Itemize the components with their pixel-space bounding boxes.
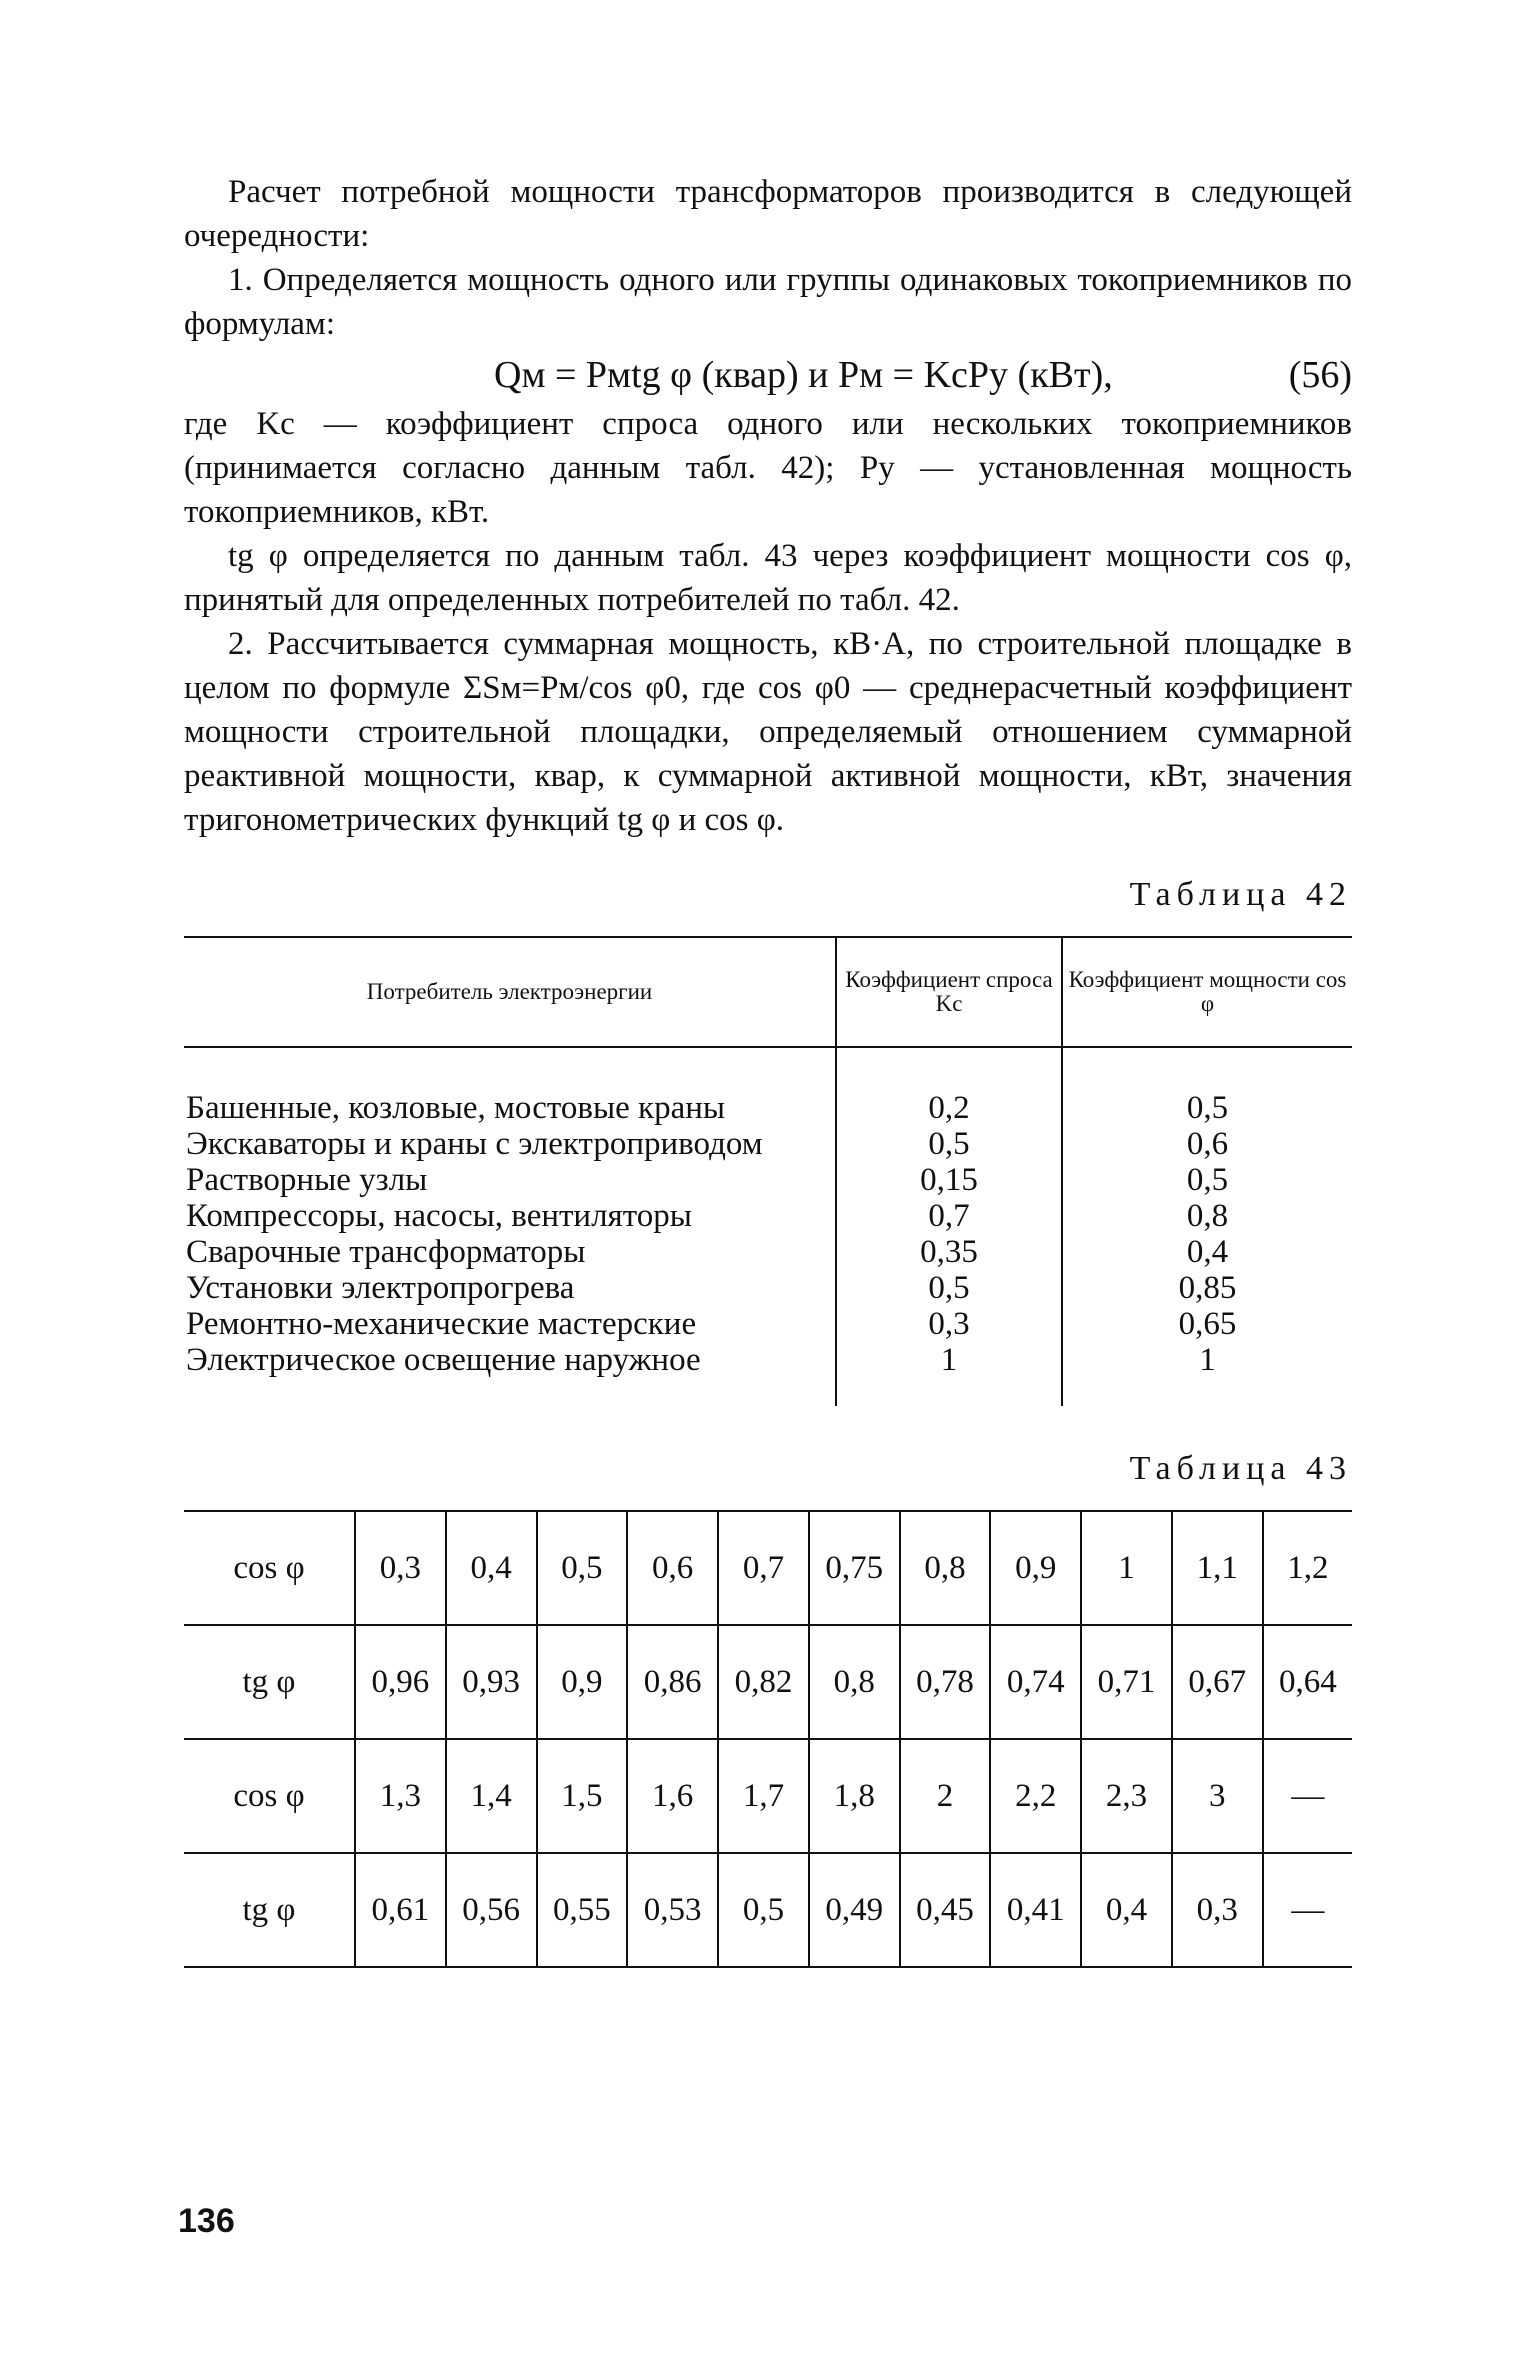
header-consumer: Потребитель электроэнергии (184, 937, 836, 1047)
value-cell: 0,71 (1081, 1625, 1172, 1739)
value-cell: 0,9 (990, 1511, 1081, 1625)
value-cell: 1,2 (1263, 1511, 1352, 1625)
power-coef-cell: 0,6 (1062, 1126, 1352, 1162)
power-coef-cell: 0,8 (1062, 1198, 1352, 1234)
value-cell: 0,78 (900, 1625, 991, 1739)
table-row (184, 1162, 1352, 1198)
formula-text: Qм = Pмtg φ (квар) и Pм = KсPу (кВт), (494, 354, 1113, 396)
power-coef-cell: 0,5 (1062, 1047, 1352, 1126)
consumer-cell: Ремонтно-механические мастерские (186, 1306, 697, 1342)
table42-header-row (184, 937, 1352, 1047)
formula-56 (184, 350, 1352, 400)
table-row (184, 1306, 1352, 1342)
where-paragraph: где Kс — коэффициент спроса одного или нескольких токоприемников (принимается согласно данным табл. 42); Pу — установленная мощность токоприемников, кВт. (184, 406, 1352, 530)
value-cell: 0,53 (627, 1853, 718, 1967)
consumer-cell: Компрессоры, насосы, вентиляторы (186, 1198, 692, 1234)
value-cell: 1 (1081, 1511, 1172, 1625)
table-row (184, 1853, 1352, 1967)
demand-coef-cell: 0,35 (836, 1234, 1062, 1270)
value-cell: 0,49 (809, 1853, 900, 1967)
value-cell: 0,9 (537, 1625, 628, 1739)
value-cell: 0,7 (718, 1511, 809, 1625)
table-row (184, 1198, 1352, 1234)
consumer-cell: Экскаваторы и краны с электроприводом (186, 1126, 763, 1162)
value-cell: 1,8 (809, 1739, 900, 1853)
table-row (184, 1047, 1352, 1126)
page-number: 136 (178, 2202, 235, 2240)
value-cell: 1,4 (446, 1739, 537, 1853)
row-label-cell: cos φ (184, 1739, 355, 1853)
table42-caption: Таблица 42 (1129, 876, 1352, 913)
value-cell: 2,2 (990, 1739, 1081, 1853)
value-cell: — (1263, 1853, 1352, 1967)
value-cell: 3 (1172, 1739, 1263, 1853)
table-row (184, 1270, 1352, 1306)
power-coef-cell: 0,5 (1062, 1162, 1352, 1198)
value-cell: 1,5 (537, 1739, 628, 1853)
table43 (184, 1510, 1352, 1968)
value-cell: 1,7 (718, 1739, 809, 1853)
table43-body (184, 1511, 1352, 1967)
value-cell: 0,82 (718, 1625, 809, 1739)
value-cell: 2,3 (1081, 1739, 1172, 1853)
row-label-cell: tg φ (184, 1853, 355, 1967)
value-cell: 1,6 (627, 1739, 718, 1853)
consumer-cell: Установки электропрогрева (186, 1270, 575, 1306)
table43-caption: Таблица 43 (1129, 1450, 1352, 1487)
table42 (184, 936, 1352, 1406)
tg-note-paragraph: tg φ определяется по данным табл. 43 через коэффициент мощности cos φ, принятый для определенных потребителей по табл. 42. (184, 538, 1352, 618)
table-row (184, 1511, 1352, 1625)
row-label-cell: cos φ (233, 1549, 305, 1586)
value-cell: 0,4 (1081, 1853, 1172, 1967)
consumer-cell: Растворные узлы (186, 1162, 428, 1198)
demand-coef-cell: 0,15 (836, 1162, 1062, 1198)
table-row (184, 1342, 1352, 1406)
formula-number: (56) (1288, 354, 1352, 396)
demand-coef-cell: 0,2 (836, 1047, 1062, 1126)
consumer-cell: Сварочные трансформаторы (186, 1234, 586, 1270)
value-cell: 0,8 (900, 1511, 991, 1625)
value-cell: 1,1 (1172, 1511, 1263, 1625)
value-cell: 0,56 (446, 1853, 537, 1967)
demand-coef-cell: 0,3 (836, 1306, 1062, 1342)
power-coef-cell: 0,65 (1062, 1306, 1352, 1342)
value-cell: 2 (900, 1739, 991, 1853)
value-cell: 0,5 (718, 1853, 809, 1967)
value-cell: 0,61 (355, 1853, 446, 1967)
value-cell: 0,93 (446, 1625, 537, 1739)
value-cell: 0,86 (627, 1625, 718, 1739)
page-content (184, 170, 1352, 1968)
table-row (184, 1739, 1352, 1853)
value-cell: 0,45 (900, 1853, 991, 1967)
value-cell: 1,3 (355, 1739, 446, 1853)
intro-paragraph: Расчет потребной мощности трансформаторов производится в следующей очередности: (184, 174, 1352, 254)
value-cell: 0,55 (537, 1853, 628, 1967)
table-row (184, 1625, 1352, 1739)
value-cell: 0,74 (990, 1625, 1081, 1739)
value-cell: 0,41 (990, 1853, 1081, 1967)
value-cell: — (1263, 1739, 1352, 1853)
header-demand-coef: Коэффициент спроса Kс (836, 937, 1062, 1047)
value-cell: 0,3 (355, 1511, 446, 1625)
consumer-cell: Электрическое освещение наружное (186, 1342, 701, 1378)
demand-coef-cell: 0,5 (836, 1126, 1062, 1162)
demand-coef-cell: 0,7 (836, 1198, 1062, 1234)
value-cell: 0,6 (627, 1511, 718, 1625)
step1-paragraph: 1. Определяется мощность одного или группы одинаковых токоприемников по формулам: (184, 262, 1352, 342)
value-cell: 0,67 (1172, 1625, 1263, 1739)
value-cell: 0,96 (355, 1625, 446, 1739)
value-cell: 0,75 (809, 1511, 900, 1625)
power-coef-cell: 0,85 (1062, 1270, 1352, 1306)
table42-body (184, 1047, 1352, 1406)
table-row (184, 1126, 1352, 1162)
value-cell: 0,5 (537, 1511, 628, 1625)
value-cell: 0,64 (1263, 1625, 1352, 1739)
value-cell: 0,8 (809, 1625, 900, 1739)
demand-coef-cell: 1 (836, 1342, 1062, 1406)
value-cell: 0,4 (446, 1511, 537, 1625)
header-power-coef: Коэффициент мощности cos φ (1062, 937, 1352, 1047)
consumer-cell: Башенные, козловые, мостовые краны (186, 1090, 726, 1126)
demand-coef-cell: 0,5 (836, 1270, 1062, 1306)
table-row (184, 1234, 1352, 1270)
power-coef-cell: 0,4 (1062, 1234, 1352, 1270)
value-cell: 0,3 (1172, 1853, 1263, 1967)
power-coef-cell: 1 (1062, 1342, 1352, 1406)
step2-paragraph: 2. Рассчитывается суммарная мощность, кВ·А, по строительной площадке в целом по формуле ΣSм=Pм/cos φ0, где cos φ0 — среднерасчетный коэффициент мощности строительной площадки, определяемый отношением суммарной реактивной мощности, квар, к суммарной активной мощности, кВт, значения тригонометрических функций tg φ и cos φ. (184, 626, 1352, 838)
row-label-cell: tg φ (184, 1625, 355, 1739)
